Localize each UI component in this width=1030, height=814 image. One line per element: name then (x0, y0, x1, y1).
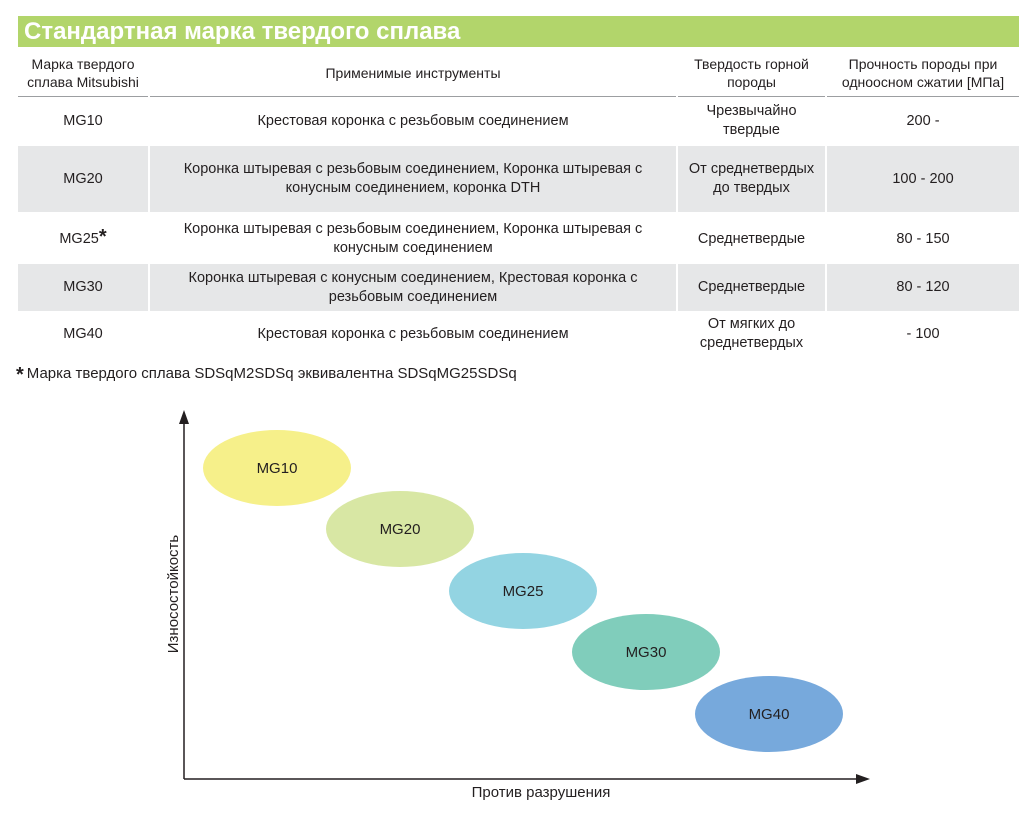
row-mg30-grade: MG30 (18, 264, 148, 311)
label-mg20: MG20 (379, 521, 421, 538)
row-mg40-strength: - 100 (906, 325, 940, 342)
label-mg30: MG30 (625, 644, 667, 661)
page-title: Стандартная марка твердого сплава (18, 16, 1019, 47)
row-mg25-hardness: Среднетвердые (697, 230, 806, 247)
header-hardness: Твердость горной породы (694, 56, 809, 90)
row-mg40-hardness: От мягких до среднетвердых (699, 316, 804, 351)
footnote-text: Марка твердого сплава SDSqM2SDSq эквивалентна SDSqMG25SDSq (26, 365, 517, 382)
row-mg25-tools: Коронка штыревая с резьбовым соединением, Коронка штыревая с конусным соединением (183, 221, 643, 256)
row-mg40-grade: MG40 (63, 325, 103, 342)
row-mg30-strength: 80 - 120 (827, 264, 1019, 311)
x-axis-label: Против разрушения (471, 784, 611, 801)
row-mg10-grade: MG10 (63, 112, 103, 129)
header-strength: Прочность породы при одноосном сжатии [МПа] (841, 56, 1005, 90)
y-axis-arrow (179, 410, 189, 424)
label-mg10: MG10 (256, 460, 298, 477)
row-mg30-hardness: Среднетвердые (678, 264, 825, 311)
row-mg40-tools: Крестовая коронка с резьбовым соединением (257, 325, 569, 342)
row-mg25-strength: 80 - 150 (896, 230, 950, 247)
row-mg20-hardness: От среднетвердых до твердых (678, 146, 825, 212)
footnote-star: * (16, 364, 24, 386)
row-mg30-tools: Коронка штыревая с конусным соединением, Крестовая коронка с резьбовым соединением (150, 264, 676, 311)
header-grade: Марка твердого сплава Mitsubishi (27, 56, 139, 90)
row-mg10-strength: 200 - (906, 112, 940, 129)
y-axis-label: Износостойкость (165, 534, 182, 654)
label-mg25: MG25 (502, 583, 544, 600)
row-mg10-hardness: Чрезвычайно твердые (706, 103, 797, 138)
row-mg10-tools: Крестовая коронка с резьбовым соединением (257, 112, 569, 129)
label-mg40: MG40 (748, 706, 790, 723)
header-tools: Применимые инструменты (325, 65, 501, 81)
row-mg20-grade: MG20 (18, 146, 148, 212)
row-mg25-grade: MG25 * (59, 225, 107, 248)
row-mg20-tools: Коронка штыревая с резьбовым соединением, Коронка штыревая с конусным соединением, коронка DTH (150, 146, 676, 212)
row-mg20-strength: 100 - 200 (827, 146, 1019, 212)
x-axis-arrow (856, 774, 870, 784)
